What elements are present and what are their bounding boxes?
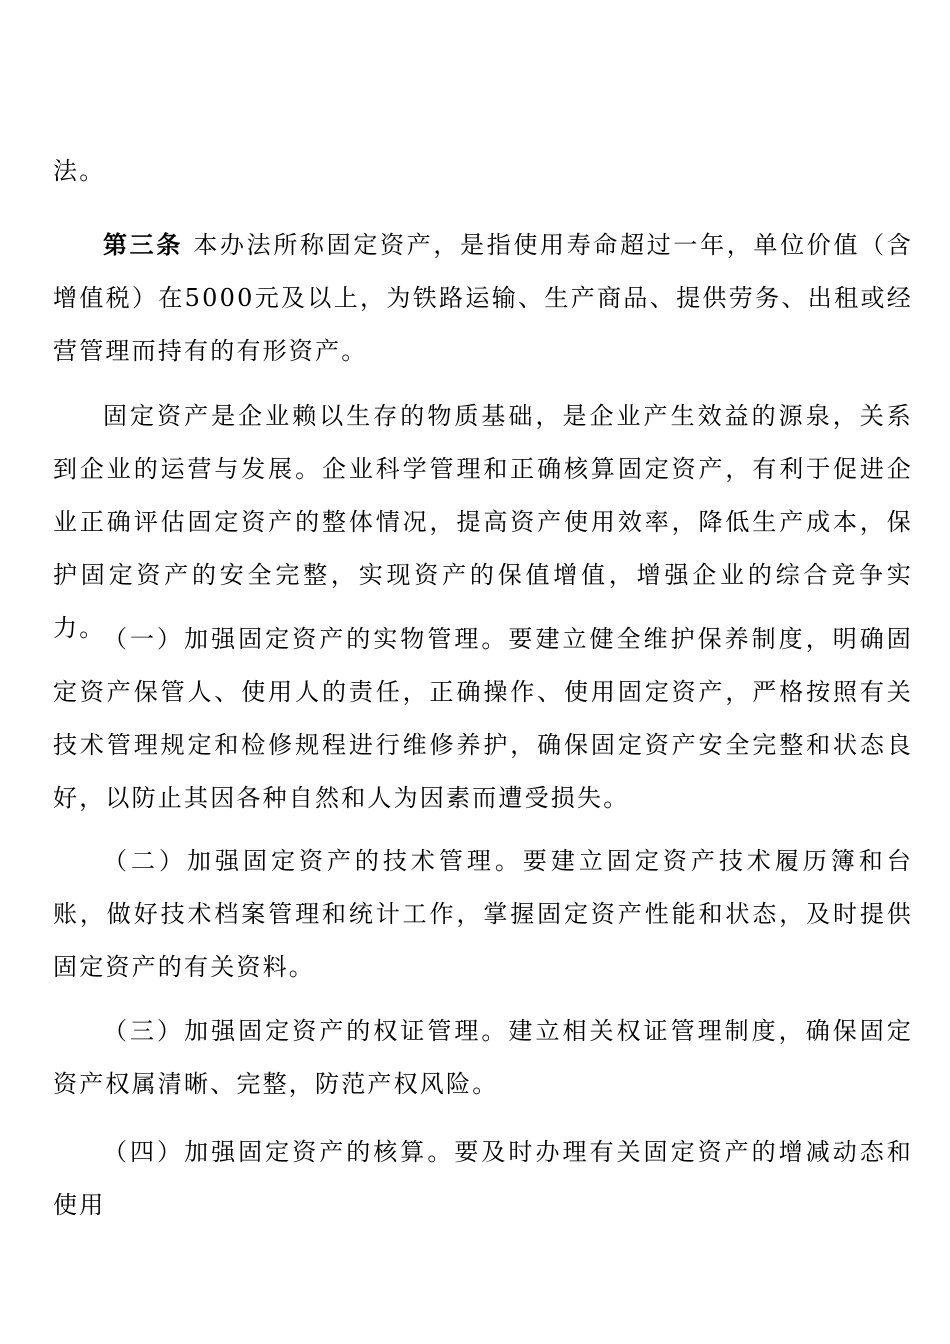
article-3-heading: 第三条 <box>103 230 184 259</box>
continuation-text: 法。 <box>53 157 106 185</box>
article-3-paragraph <box>53 218 913 378</box>
item-2-technical-management: （二）加强固定资产的技术管理。要建立固定资产技术履历簿和台账，做好技术档案管理和统计工作，掌握固定资产性能和状态，及时提供固定资产的有关资料。 <box>53 847 913 981</box>
item-4-accounting: （四）加强固定资产的核算。要及时办理有关固定资产的增减动态和使用 <box>53 1138 913 1219</box>
article-3-text: 本办法所称固定资产，是指使用寿命超过一年，单位价值（含增值税）在5000元及以上，为铁路运输、生产商品、提供劳务、出租或经营管理而持有的有形资产。 <box>53 231 913 365</box>
item-1-physical-management: （一）加强固定资产的实物管理。要建立健全维护保养制度，明确固定资产保管人、使用人的责任，正确操作、使用固定资产，严格按照有关技术管理规定和检修规程进行维修养护，确保固定资产安全完整和状态良好，以防止其因各种自然和人为因素而遭受损失。 <box>53 625 913 812</box>
importance-paragraph: 固定资产是企业赖以生存的物质基础，是企业产生效益的源泉，关系到企业的运营与发展。企业科学管理和正确核算固定资产，有利于促进企业正确评估固定资产的整体情况，提高资产使用效率，降低生产成本，保护固定资产的安全完整，实现资产的保值增值，增强企业的综合竞争实力。 <box>53 402 913 642</box>
item-3-certificate-management: （三）加强固定资产的权证管理。建立相关权证管理制度，确保固定资产权属清晰、完整，防范产权风险。 <box>53 1017 913 1098</box>
